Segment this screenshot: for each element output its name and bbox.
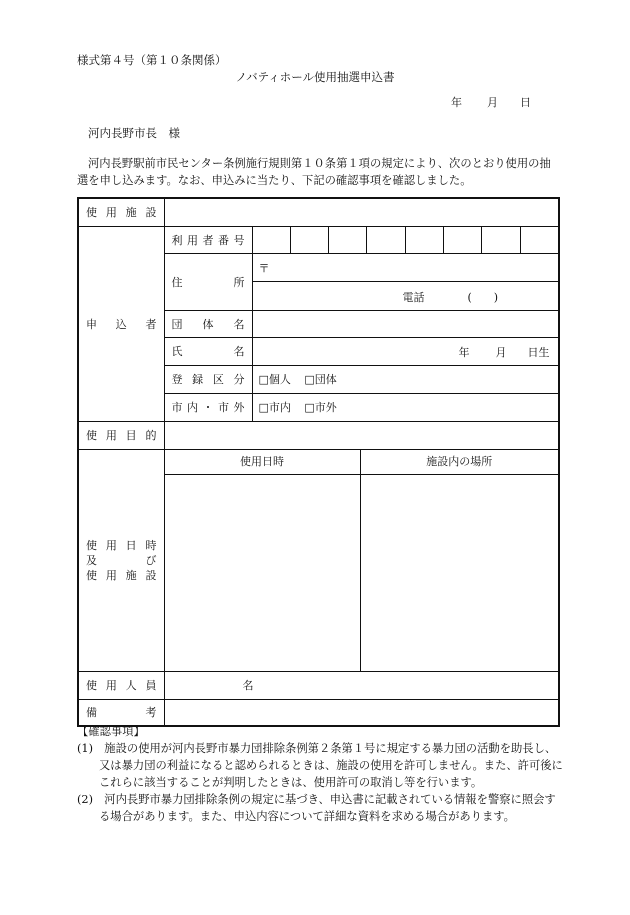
document-title: ノバティホール使用抽選申込書 xyxy=(235,70,395,84)
name-field[interactable] xyxy=(252,337,559,365)
address-field[interactable] xyxy=(252,253,559,310)
birth-day-label: 日生 xyxy=(527,346,550,359)
registration-individual-checkbox[interactable]: □個人 xyxy=(258,373,291,386)
residence-inside-checkbox[interactable]: □市内 xyxy=(258,401,291,414)
datetime-facility-label-line2: 及び xyxy=(86,553,157,567)
datetime-field[interactable] xyxy=(165,475,361,671)
user-number-digit[interactable] xyxy=(366,227,404,253)
datetime-facility-label-line3: 使用施設 xyxy=(86,568,157,582)
applicant-label: 申込者 xyxy=(78,226,164,421)
intro-text: 河内長野駅前市民センター条例施行規則第１０条第１項の規定により、次のとおり使用の抽選を申し込みます。なお、申込みに当たり、下記の確認事項を確認しました。 xyxy=(77,157,551,187)
datetime-facility-label xyxy=(78,449,164,671)
user-number-digit[interactable] xyxy=(520,227,558,253)
date-year-label: 年 xyxy=(451,96,462,109)
date-day-label: 日 xyxy=(520,96,531,109)
user-number-label: 利用者番号 xyxy=(164,226,252,253)
note-item-2: (2) 河内長野市暴力団排除条例の規定に基づき、申込書に記載されている情報を警察に照会する場合があります。また、申込内容について詳細な資料を求める場合があります。 xyxy=(77,793,556,823)
name-label: 氏名 xyxy=(164,337,252,365)
user-number-digit[interactable] xyxy=(328,227,366,253)
persons-label: 使用人員 xyxy=(78,671,164,699)
user-number-digit[interactable] xyxy=(253,227,290,253)
user-number-digit[interactable] xyxy=(290,227,328,253)
registration-group-checkbox[interactable]: □団体 xyxy=(304,373,337,386)
persons-unit: 名 xyxy=(242,679,254,692)
notes-section xyxy=(77,723,567,825)
user-number-digit[interactable] xyxy=(481,227,519,253)
phone-label: 電話 xyxy=(402,290,425,304)
group-name-label: 団体名 xyxy=(164,310,252,337)
remarks-field[interactable] xyxy=(164,699,559,726)
application-form-table xyxy=(77,197,560,727)
postal-mark: 〒 xyxy=(258,261,270,275)
form-number: 様式第４号（第１０条関係） xyxy=(77,53,227,67)
purpose-label: 使用目的 xyxy=(78,421,164,449)
place-field[interactable] xyxy=(361,475,559,671)
purpose-field[interactable] xyxy=(164,421,559,449)
user-number-digit[interactable] xyxy=(443,227,481,253)
date-month-label: 月 xyxy=(487,96,498,109)
birth-month-label: 月 xyxy=(495,346,507,359)
col-datetime-header: 使用日時 xyxy=(165,450,361,474)
facility-label: 使用施設 xyxy=(78,198,164,226)
residence-outside-checkbox[interactable]: □市外 xyxy=(304,401,337,414)
user-number-field[interactable] xyxy=(252,226,559,253)
group-name-field[interactable] xyxy=(252,310,559,337)
birth-year-label: 年 xyxy=(458,346,470,359)
facility-field[interactable] xyxy=(164,198,559,226)
col-place-header: 施設内の場所 xyxy=(426,454,493,468)
remarks-label: 備考 xyxy=(78,699,164,726)
address-label: 住所 xyxy=(164,253,252,310)
registration-options xyxy=(252,365,559,393)
phone-parens: ( ) xyxy=(467,290,499,304)
residence-label: 市内・市外 xyxy=(164,393,252,421)
addressee: 河内長野市長 様 xyxy=(88,126,180,140)
registration-label: 登録区分 xyxy=(164,365,252,393)
notes-heading: 【確認事項】 xyxy=(77,725,145,738)
user-number-digit[interactable] xyxy=(405,227,443,253)
persons-field[interactable] xyxy=(164,671,559,699)
datetime-facility-grid xyxy=(164,449,559,671)
datetime-facility-label-line1: 使用日時 xyxy=(86,538,157,552)
note-item-1: (1) 施設の使用が河内長野市暴力団排除条例第２条第１号に規定する暴力団の活動を助長し、又は暴力団の利益になると認められるときは、施設の使用を許可しません。また、許可後にこれらに該当することが判明したときは、使用許可の取消し等を行います。 xyxy=(77,742,563,789)
residence-options xyxy=(252,393,559,421)
